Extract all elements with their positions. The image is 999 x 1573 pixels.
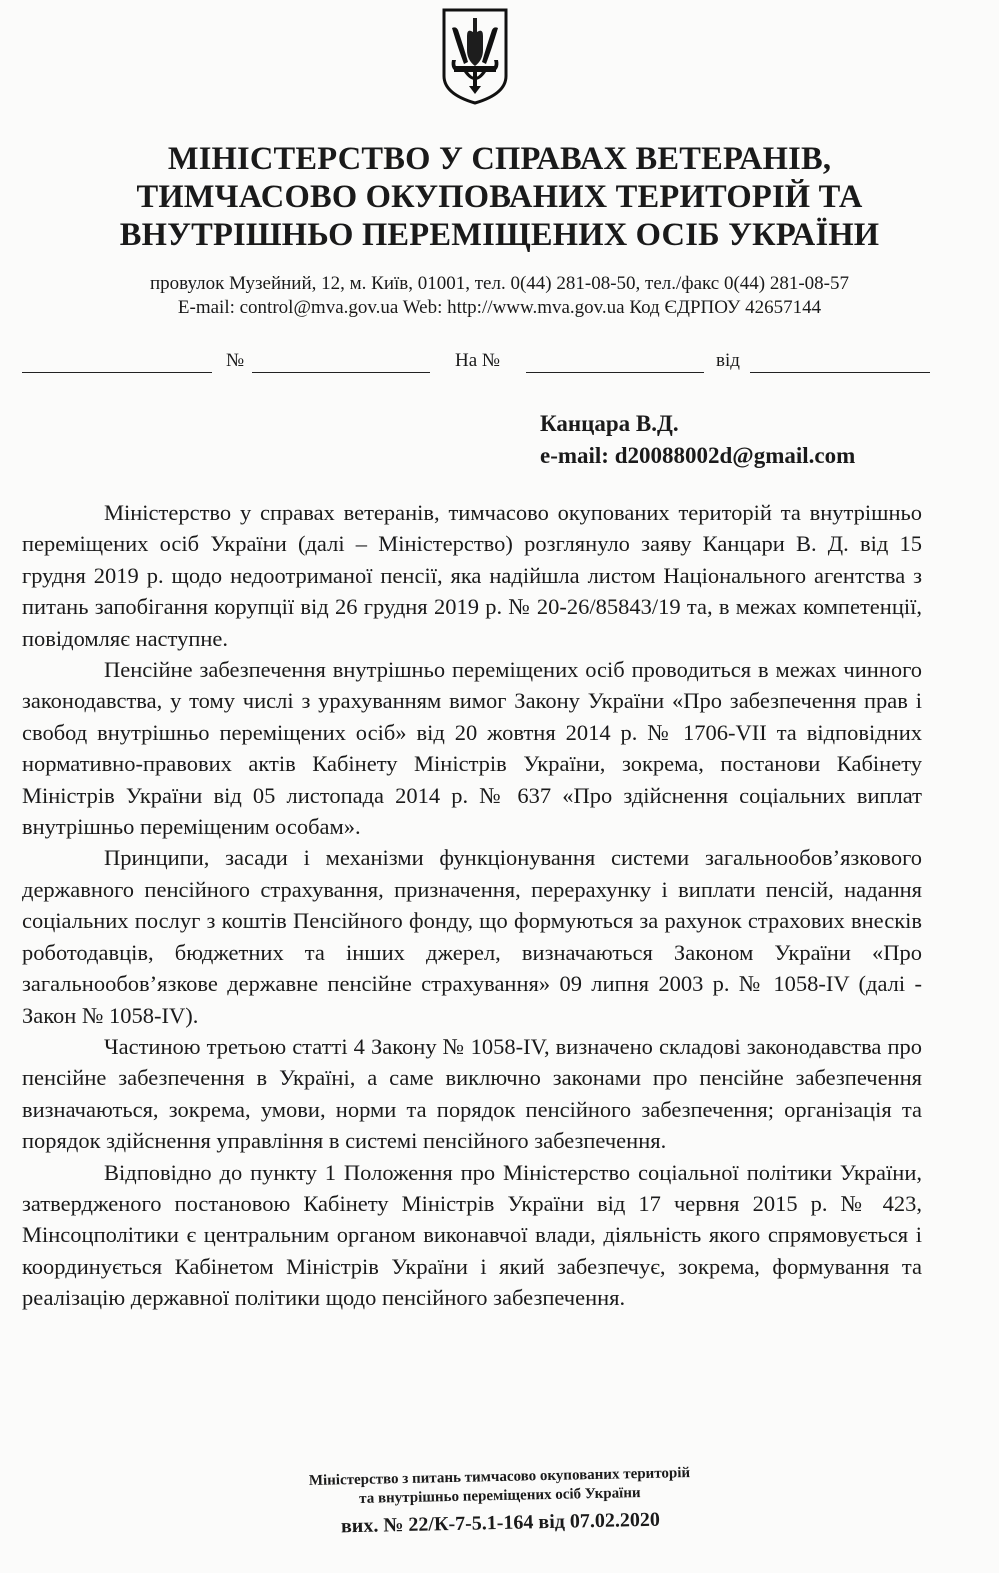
ministry-title xyxy=(0,140,999,254)
reference-date-blank xyxy=(750,372,930,373)
body-paragraph-1: Міністерство у справах ветеранів, тимчасово окупованих територій та внутрішньо переміщених осіб України (далі – Міністерство) розглянуло заяву Канцари В. Д. від 15 грудня 2019 р. щодо недоотриманої пенсії, яка надійшла листом Національного агентства з питань запобігання корупції від 26 грудня 2019 р. № 20-26/85843/19 та, в межах компетенції, повідомляє наступне. xyxy=(22,500,922,651)
date-label: від xyxy=(716,350,740,371)
body-paragraph-3: Принципи, засади і механізми функціонування системи загальнообов’язкового державного пенсійного страхування, призначення, перерахунку і виплати пенсій, надання соціальних послуг з коштів Пенсійного фонду, що формуються за рахунок страхових внесків роботодавців, бюджетних та інших джерел, визначаються Законом України «Про загальнообов’язкове державне пенсійне страхування» 09 липня 2003 р. № 1058-IV (далі - Закон № 1058-IV). xyxy=(22,845,922,1028)
body-paragraph-2: Пенсійне забезпечення внутрішньо переміщених осіб проводиться в межах чинного законодавства, у тому числі з урахуванням вимог Закону України «Про забезпечення прав і свобод внутрішньо переміщених осіб» від 20 жовтня 2014 р. № 1706-VII та відповідних нормативно-правових актів Кабінету Міністрів України, зокрема, постанови Кабінету Міністрів України від 05 листопада 2014 р. № 637 «Про здійснення соціальних виплат внутрішньо переміщеним особам». xyxy=(22,657,922,840)
number-label: № xyxy=(226,350,245,371)
letter-body xyxy=(22,497,922,1314)
addressee-name: Канцара В.Д. xyxy=(540,411,679,436)
address-line: провулок Музейний, 12, м. Київ, 01001, тел. 0(44) 281-08-50, тел./факс 0(44) 281-08-57 xyxy=(149,273,850,294)
stamp-line-2: та внутрішньо переміщених осіб України xyxy=(359,1485,641,1507)
outgoing-date-blank xyxy=(22,372,212,373)
reference-number-blank xyxy=(526,372,704,373)
ministry-title-line-2: ТИМЧАСОВО ОКУПОВАНИХ ТЕРИТОРІЙ ТА xyxy=(136,179,863,215)
addressee-email: e-mail: d20088002d@gmail.com xyxy=(540,443,856,468)
email-web-line: E-mail: control@mva.gov.ua Web: http://www.mva.gov.ua Код ЄДРПОУ 42657144 xyxy=(177,297,822,318)
body-paragraph-5: Відповідно до пункту 1 Положення про Міністерство соціальної політики України, затвердженого постановою Кабінету Міністрів України від 17 червня 2015 р. № 423, Мінсоцполітики є центральним органом виконавчої влади, діяльність якого спрямовується і координується Кабінетом Міністрів України і який забезпечує, зокрема, формування та реалізацію державної політики щодо пенсійного забезпечення. xyxy=(22,1159,922,1311)
registration-stamp xyxy=(279,1463,720,1540)
ministry-title-line-1: МІНІСТЕРСТВО У СПРАВАХ ВЕТЕРАНІВ, xyxy=(167,141,832,177)
contact-details xyxy=(0,272,999,320)
addressee-block xyxy=(540,408,855,472)
outgoing-number: вих. № 22/К-7-5.1-164 від 07.02.2020 xyxy=(340,1508,661,1538)
trident-coat-of-arms-icon xyxy=(440,6,510,106)
body-paragraph-4: Частиною третьою статті 4 Закону № 1058-IV, визначено складові законодавства про пенсійне забезпечення в Україні, а саме виключно законами про пенсійне забезпечення визначаються, зокрема, умови, норми та порядок пенсійного забезпечення; організація та порядок здійснення управління в системі пенсійного забезпечення. xyxy=(22,1033,922,1154)
ministry-title-line-3: ВНУТРІШНЬО ПЕРЕМІЩЕНИХ ОСІБ УКРАЇНИ xyxy=(119,217,880,253)
stamp-line-1: Міністерство з питань тимчасово окупованих територій xyxy=(308,1465,691,1489)
outgoing-number-blank xyxy=(252,372,430,373)
reference-label: На № xyxy=(455,350,501,371)
